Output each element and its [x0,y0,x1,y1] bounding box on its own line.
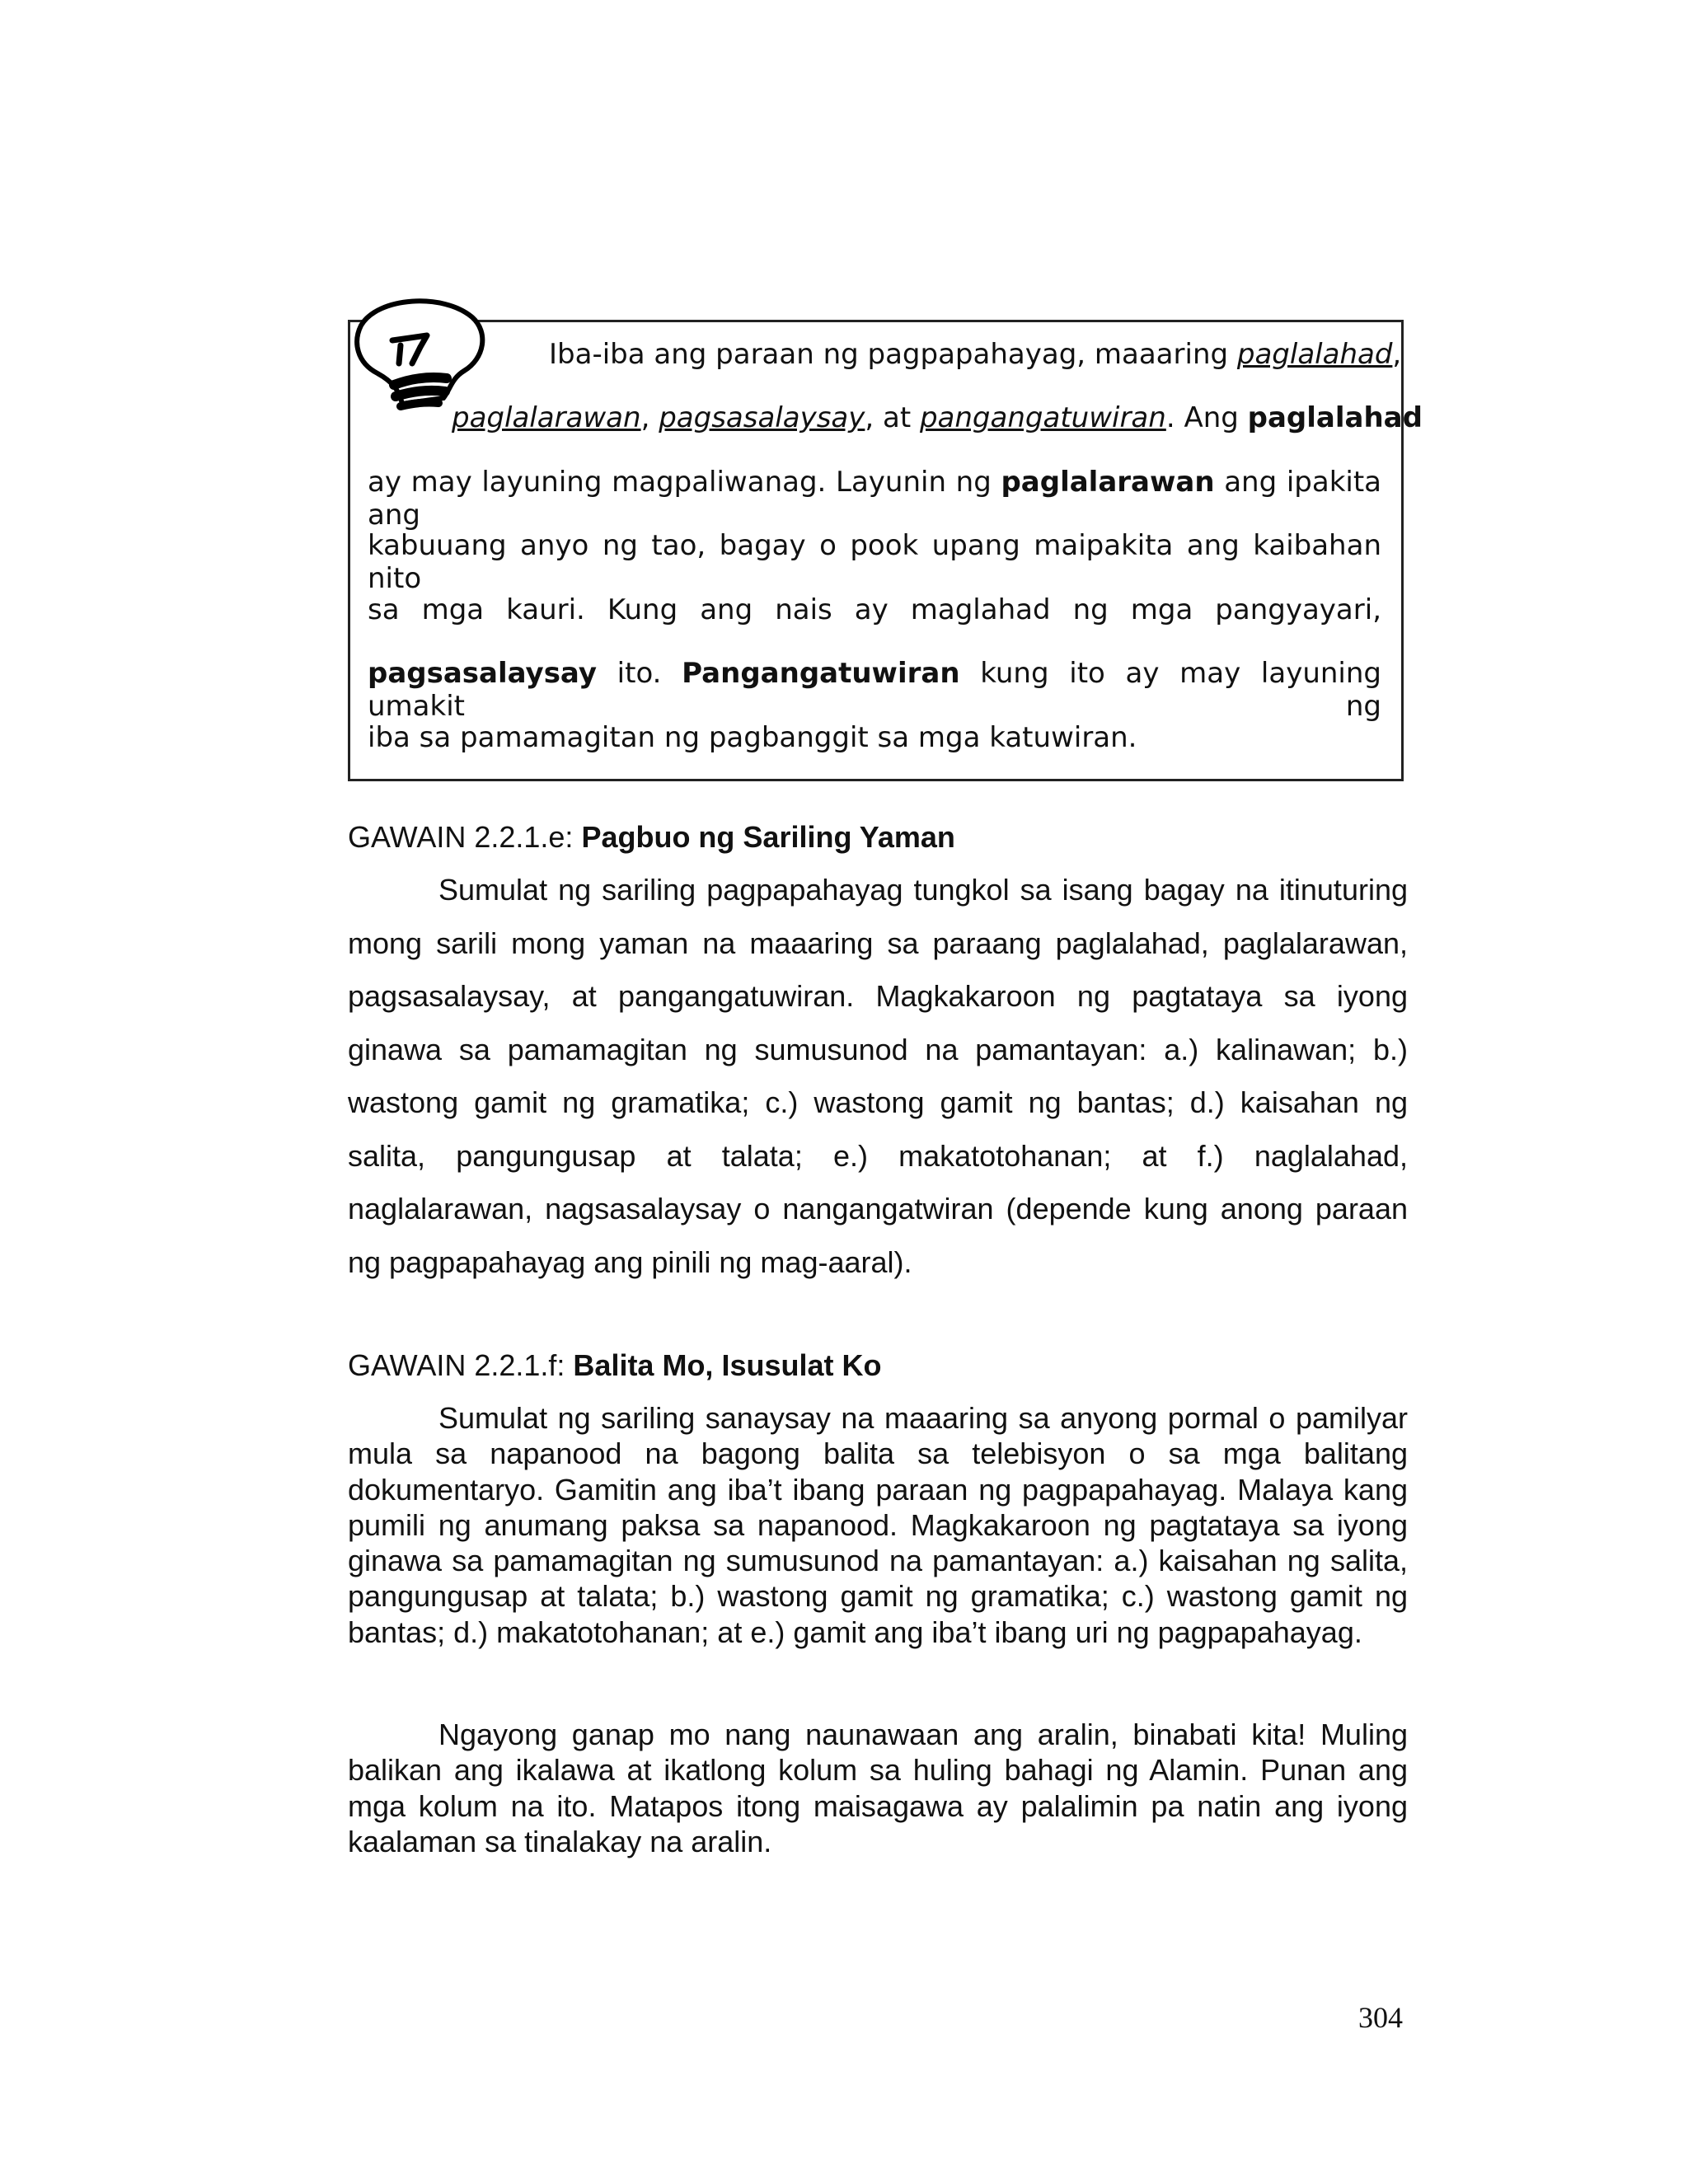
lightbulb-icon [345,293,493,416]
bold-paglalahad: paglalahad [1247,401,1423,434]
bold-paglalarawan: paglalarawan [1001,466,1215,499]
tip-line-4: kabuuang anyo ng tao, bagay o pook upang maipakita ang kaibahan nito [368,529,1381,595]
tip-line-7: iba sa pamamagitan ng pagbanggit sa mga katuwiran. [368,721,1137,754]
tip-line-5: sa mga kauri. Kung ang nais ay maglahad ng mga pangyayari, [368,593,1381,626]
tip-line-1 [549,338,1401,371]
gawain-e-label: GAWAIN 2.2.1.e: [348,820,582,854]
term-paglalahad: paglalahad [1236,338,1393,371]
tip-text: , at [865,401,920,434]
gawain-f-heading [348,1348,881,1383]
gawain-f-label: GAWAIN 2.2.1.f: [348,1348,574,1382]
gawain-e-body: Sumulat ng sariling pagpapahayag tungkol sa isang bagay na itinuturing mong sarili mong yaman na maaaring sa paraang paglalahad, paglalarawan, pagsasalaysay, at pangangatuwiran. Magkakaroon ng pagtataya sa iyong ginawa sa pamamagitan ng sumusunod na pamantayan: a.) kalinawan; b.) wastong gamit ng gramatika; c.) wastong gamit ng bantas; d.) kaisahan ng salita, pangungusap at talata; e.) makatotohanan; at f.) naglalahad, naglalarawan, nagsasalaysay o nangangatwiran (depende kung anong paraan ng pagpapahayag ang pinili ng mag-aaral). [348,873,1408,1279]
term-pangangatuwiran: pangangatuwiran [919,401,1166,434]
bold-pangangatuwiran: Pangangatuwiran [682,657,960,690]
tip-text: ay may layuning magpaliwanag. Layunin ng [368,466,1001,499]
tip-text: . Ang [1165,401,1248,434]
tip-text: ito. [597,657,682,690]
tip-line-6 [368,657,1381,723]
closing-paragraph: Ngayong ganap mo nang naunawaan ang aralin, binabati kita! Muling balikan ang ikalawa at ikatlong kolum sa huling bahagi ng Alamin. Punan ang mga kolum na ito. Matapos itong maisagawa ay palalimin pa natin ang iyong kaalaman sa tinalakay na aralin. [348,1718,1408,1858]
term-pagsasalaysay: pagsasalaysay [659,401,865,434]
tip-line-2 [452,401,1423,434]
gawain-f-body: Sumulat ng sariling sanaysay na maaaring sa anyong pormal o pamilyar mula sa napanood na bagong balita sa telebisyon o sa mga balitang dokumentaryo. Gamitin ang iba’t ibang paraan ng pagpapahayag. Malaya kang pumili ng anumang paksa sa napanood. Magkakaroon ng pagtataya sa iyong ginawa sa pamamagitan ng sumusunod na pamantayan: a.) kaisahan ng salita, pangungusap at talata; b.) wastong gamit ng gramatika; c.) wastong gamit ng bantas; d.) makatotohanan; at e.) gamit ang iba’t ibang uri ng pagpapahayag. [348,1401,1408,1649]
tip-text: , [1392,338,1402,371]
bold-pagsasalaysay: pagsasalaysay [368,657,597,690]
tip-text: , [640,401,659,434]
gawain-e-heading [348,820,955,855]
tip-line-3 [368,466,1381,532]
tip-text: kung ito ay may layuning umakit ng [368,657,1381,723]
gawain-e-title: Pagbuo ng Sariling Yaman [581,820,955,854]
tip-text: Iba-iba ang paraan ng pagpapahayag, maaaring [549,338,1237,371]
gawain-f-title: Balita Mo, Isusulat Ko [573,1348,882,1382]
term-paglalarawan: paglalarawan [452,401,641,434]
tip-text: ang ipakita ang [368,466,1381,532]
page-number: 304 [1358,2001,1403,2034]
